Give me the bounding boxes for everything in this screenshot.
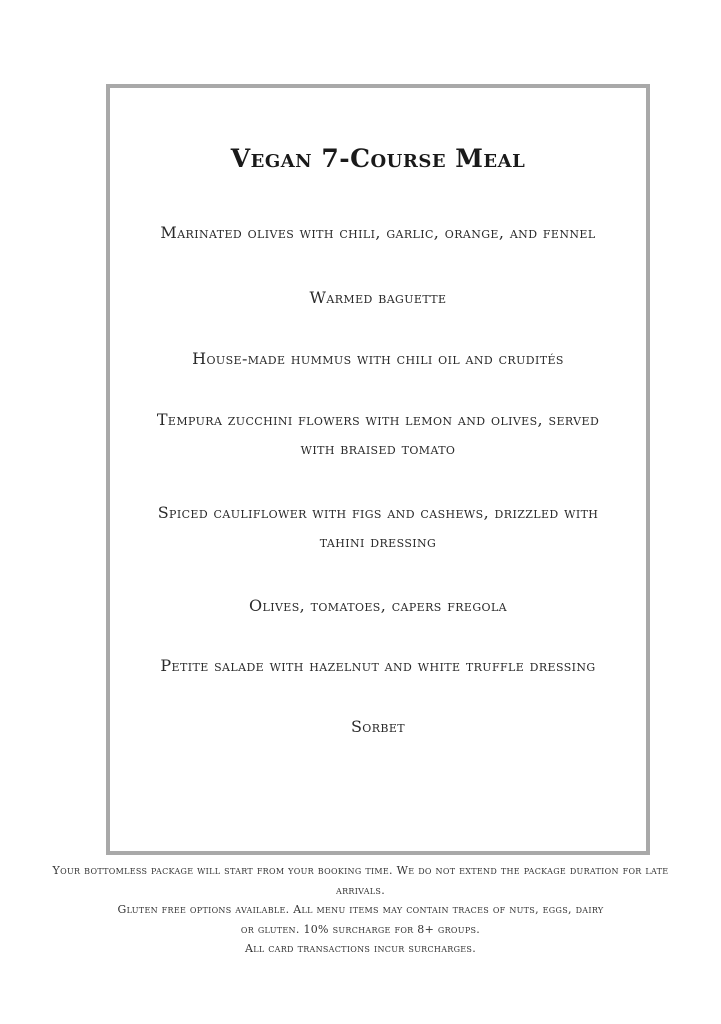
course-item: Spiced cauliflower with figs and cashews, drizzled with tahini dressing [157,503,599,551]
menu-title: Vegan 7-Course Meal [230,144,526,173]
bottomless-notice: Your bottomless package will start from your booking time. We do not extend the package duration for late arrivals. [52,864,669,897]
card-notice: All card transactions incur surcharges. [244,942,477,955]
course-item: House-made hummus with chili oil and crudités [192,349,564,368]
course-item: Marinated olives with chili, garlic, orange, and fennel [160,223,596,242]
allergen-notice: Gluten free options available. All menu items may contain traces of nuts, eggs, dairy or gluten. 10% surcharge for 8+ groups. [117,903,604,936]
course-item: Warmed baguette [309,288,447,307]
course-item: Tempura zucchini flowers with lemon and olives, served with braised tomato [156,410,600,458]
menu-footer [40,861,681,959]
menu-frame [106,84,650,855]
course-item: Petite salade with hazelnut and white truffle dressing [160,656,596,675]
course-item: Sorbet [350,717,406,736]
course-item: Olives, tomatoes, capers fregola [249,596,507,615]
